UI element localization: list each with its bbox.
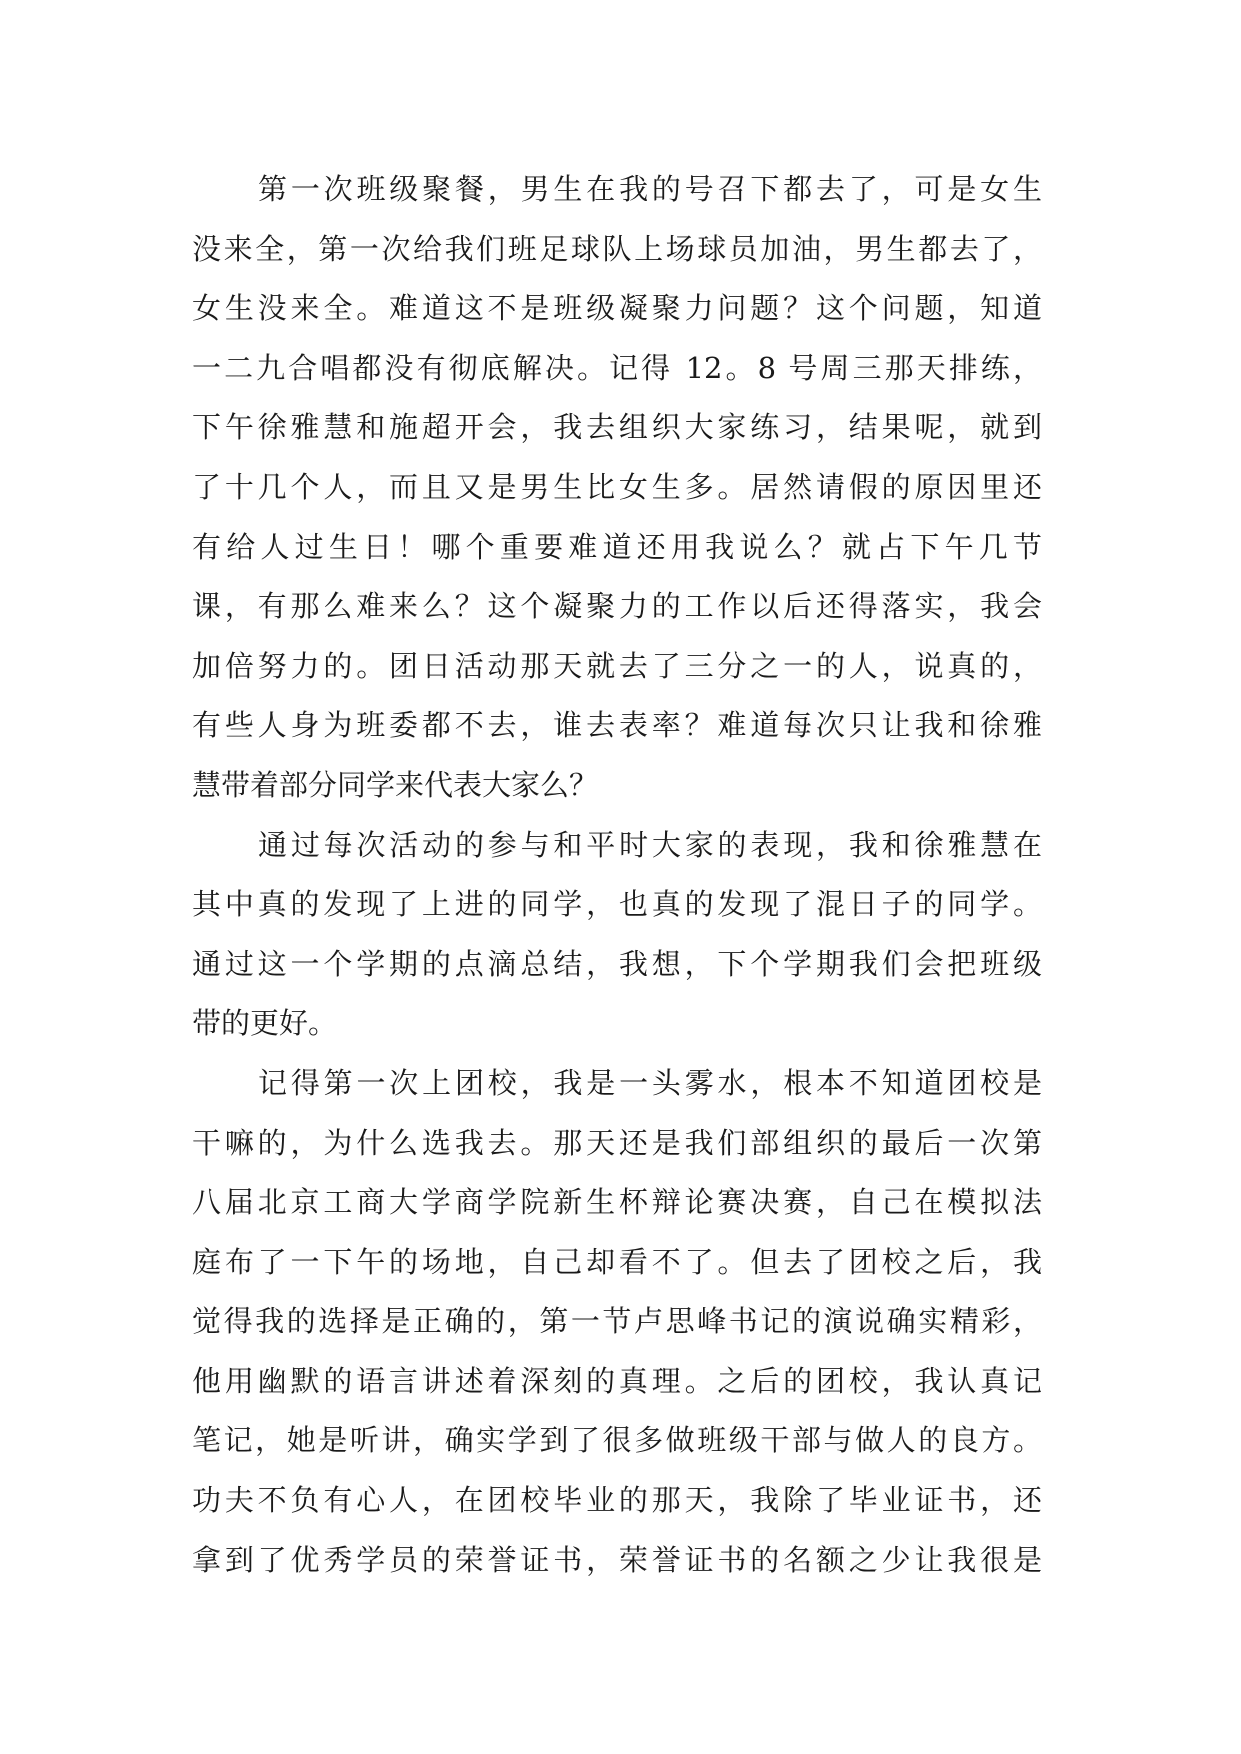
text-line: 功夫不负有心人，在团校毕业的那天，我除了毕业证书，还: [192, 1483, 1042, 1518]
text-line: 课，有那么难来么？这个凝聚力的工作以后还得落实，我会: [192, 589, 1042, 624]
text-line: 拿到了优秀学员的荣誉证书，荣誉证书的名额之少让我很是: [192, 1542, 1042, 1577]
text-line: 女生没来全。难道这不是班级凝聚力问题？这个问题，知道: [192, 291, 1042, 326]
text-line: 了十几个人，而且又是男生比女生多。居然请假的原因里还: [192, 469, 1042, 504]
text-line: 记得第一次上团校，我是一头雾水，根本不知道团校是: [258, 1065, 1042, 1100]
text-line: 笔记，她是听讲，确实学到了很多做班级干部与做人的良方。: [192, 1423, 1042, 1458]
text-line: 觉得我的选择是正确的，第一节卢思峰书记的演说确实精彩，: [192, 1304, 1042, 1339]
text-line: 他用幽默的语言讲述着深刻的真理。之后的团校，我认真记: [192, 1363, 1042, 1398]
text-line: 通过每次活动的参与和平时大家的表现，我和徐雅慧在: [258, 827, 1042, 862]
text-line: 加倍努力的。团日活动那天就去了三分之一的人，说真的，: [192, 648, 1042, 683]
text-line: 其中真的发现了上进的同学，也真的发现了混日子的同学。: [192, 887, 1042, 922]
text-line: 带的更好。: [192, 1006, 338, 1041]
text-line: 一二九合唱都没有彻底解决。记得 12。8 号周三那天排练，: [192, 350, 1042, 385]
text-line: 八届北京工商大学商学院新生杯辩论赛决赛，自己在模拟法: [192, 1185, 1042, 1220]
text-line: 下午徐雅慧和施超开会，我去组织大家练习，结果呢，就到: [192, 410, 1042, 445]
paragraph-1: [192, 160, 1042, 816]
paragraph-3: [192, 1054, 1042, 1590]
text-line: 第一次班级聚餐，男生在我的号召下都去了，可是女生: [258, 172, 1042, 206]
text-line: 庭布了一下午的场地，自己却看不了。但去了团校之后，我: [192, 1244, 1042, 1279]
paragraph-2: [192, 816, 1042, 1054]
document-body: [192, 160, 1042, 1590]
text-line: 通过这一个学期的点滴总结，我想，下个学期我们会把班级: [192, 946, 1042, 981]
text-line: 干嘛的，为什么选我去。那天还是我们部组织的最后一次第: [192, 1125, 1042, 1160]
text-line: 有给人过生日！哪个重要难道还用我说么？就占下午几节: [192, 529, 1042, 564]
text-line: 有些人身为班委都不去，谁去表率？难道每次只让我和徐雅: [192, 708, 1042, 743]
text-line: 没来全，第一次给我们班足球队上场球员加油，男生都去了，: [192, 231, 1042, 266]
text-line: 慧带着部分同学来代表大家么？: [192, 767, 599, 802]
